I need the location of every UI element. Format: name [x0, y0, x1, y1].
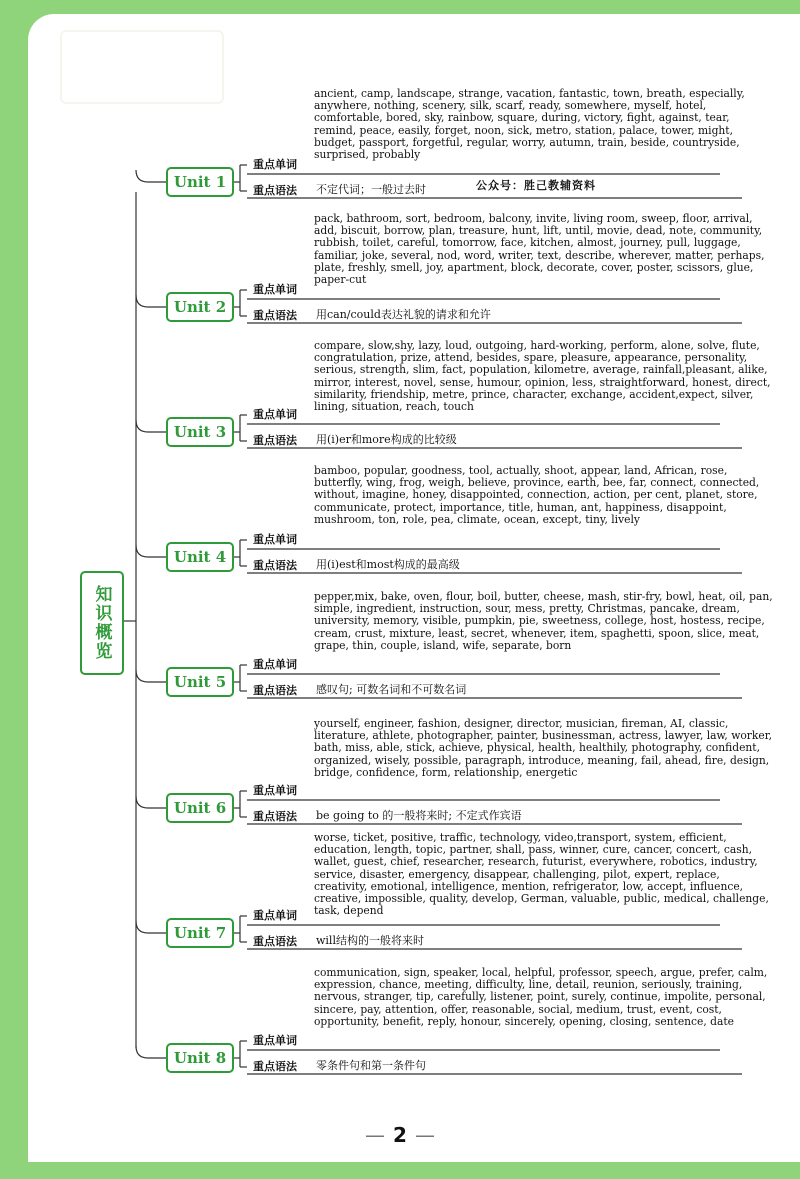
connector-curve — [136, 295, 166, 307]
watermark-text: 公众号：胜己教辅资料 — [476, 179, 596, 192]
vocab-label: 重点单词 — [253, 158, 297, 171]
unit-7-word-list: worse, ticket, positive, traffic, technology, video,transport, system, efficient, education, length, topic, partner, shall, pass, winner, cure, cancer, concert, cash, wallet, guest, chief, researcher, research, futurist, everywhere, robotics, industry, service, disaster, emergency, disappear, challenging, pilot, expert, replace, creativity, emotional, intelligence, mention, refrigerator, low, accept, influence, creative, impossible, quality, develop, German, valuable, public, medical, challenge, task, depend — [314, 831, 769, 918]
grammar-label: 重点语法 — [253, 434, 297, 447]
overview-title: 知识概览 — [91, 585, 112, 661]
connector-curve — [136, 170, 166, 182]
vocab-label: 重点单词 — [253, 533, 297, 546]
vocab-label: 重点单词 — [253, 909, 297, 922]
unit-2-box: Unit 2 — [166, 292, 234, 322]
unit-2-grammar: 用can/could表达礼貌的请求和允许 — [316, 308, 491, 321]
overview-title-box — [80, 571, 124, 675]
vocab-label: 重点单词 — [253, 408, 297, 421]
connector-curve — [136, 921, 166, 933]
unit-7-grammar: will结构的一般将来时 — [316, 934, 424, 947]
unit-8-grammar: 零条件句和第一条件句 — [316, 1059, 426, 1072]
unit-5-word-list: pepper,mix, bake, oven, flour, boil, butter, cheese, mash, stir-fry, bowl, heat, oil, pan, simple, ingredient, instruction, sour, mess, pretty, Christmas, pancake, dream, university, memory, visible, pumpkin, pie, sweetness, college, host, hostess, recipe, cream, crust, mixture, least, secret, whenever, item, spaghetti, spoon, slice, meat, grape, thin, couple, island, wife, separate, born — [314, 590, 773, 652]
unit-8-word-list: communication, sign, speaker, local, helpful, professor, speech, argue, prefer, calm, expression, chance, meeting, difficulty, line, detail, reunion, seriously, training, nervous, stranger, tip, carefully, listener, point, surely, continue, impolite, personal, sincere, pay, attention, offer, reasonable, social, medium, trust, event, cost, opportunity, benefit, reply, honour, sincerely, opening, closing, sentence, date — [314, 966, 768, 1028]
grammar-label: 重点语法 — [253, 684, 297, 697]
grammar-label: 重点语法 — [253, 810, 297, 823]
unit-4-word-list: bamboo, popular, goodness, tool, actually, shoot, appear, land, African, rose, butterfly, wing, frog, weigh, believe, province, earth, bee, far, connect, connected, without, imagine, honey, disappointed, connection, action, per cent, planet, store, communicate, protect, importance, title, human, ant, happiness, disappoint, mushroom, ton, role, pea, climate, ocean, except, tiny, lively — [314, 464, 760, 526]
vocab-label: 重点单词 — [253, 283, 297, 296]
unit-6-word-list: yourself, engineer, fashion, designer, director, musician, fireman, AI, classic, literature, athlete, photographer, painter, businessman, actress, lawyer, law, worker, bath, miss, able, stick, achieve, physical, health, healthily, photography, confident, organized, wisely, possible, paragraph, introduce, meaning, fail, ahead, fire, design, bridge, confidence, form, relationship, energetic — [314, 717, 773, 779]
grammar-label: 重点语法 — [253, 559, 297, 572]
unit-2-word-list: pack, bathroom, sort, bedroom, balcony, invite, living room, sweep, floor, arrival, add, biscuit, borrow, plan, treasure, hunt, lift, until, movie, dead, note, community, rubbish, toilet, careful, tomorrow, face, kitchen, almost, journey, pull, luggage, familiar, joke, several, nod, word, writer, text, describe, wherever, matter, perhaps, plate, freshly, smell, joy, apartment, block, decorate, cover, poster, scissors, glue, paper-cut — [314, 212, 765, 287]
page-number-value: 2 — [393, 1123, 407, 1147]
vocab-label: 重点单词 — [253, 658, 297, 671]
unit-3-word-list: compare, slow,shy, lazy, loud, outgoing, hard-working, perform, alone, solve, flute, congratulation, prize, attend, besides, spare, pleasure, appearance, personality, serious, strength, slim, fact, population, kilometre, average, rainfall,pleasant, alike, mirror, interest, novel, sense, humour, opinion, less, straightforward, honest, direct, similarity, friendship, metre, prince, character, exchange, accident,expect, silver, lining, situation, reach, touch — [314, 339, 771, 414]
grammar-label: 重点语法 — [253, 184, 297, 197]
page-number: — 2 — — [365, 1123, 435, 1147]
grammar-label: 重点语法 — [253, 935, 297, 948]
unit-6-grammar: be going to 的一般将来时; 不定式作宾语 — [316, 809, 522, 822]
grammar-label: 重点语法 — [253, 309, 297, 322]
unit-7-box: Unit 7 — [166, 918, 234, 948]
unit-4-box: Unit 4 — [166, 542, 234, 572]
unit-1-word-list: ancient, camp, landscape, strange, vacation, fantastic, town, breath, especially, anywhere, nothing, scenery, silk, scarf, ready, somewhere, myself, hotel, comfortable, bored, sky, rainbow, square, during, victory, fight, against, tear, remind, peace, easily, forget, noon, sick, metro, station, palace, tower, might, budget, passport, forgetful, regular, worry, autumn, train, beside, countryside, surprised, probably — [314, 87, 745, 162]
unit-5-grammar: 感叹句; 可数名词和不可数名词 — [316, 683, 467, 696]
connector-curve — [136, 796, 166, 808]
connector-curve — [136, 670, 166, 682]
unit-1-grammar: 不定代词；一般过去时 — [316, 183, 426, 196]
unit-5-box: Unit 5 — [166, 667, 234, 697]
connector-curve — [136, 545, 166, 557]
unit-3-box: Unit 3 — [166, 417, 234, 447]
unit-1-box: Unit 1 — [166, 167, 234, 197]
unit-3-grammar: 用(i)er和more构成的比较级 — [316, 433, 457, 446]
unit-4-grammar: 用(i)est和most构成的最高级 — [316, 558, 460, 571]
connector-curve — [136, 1046, 166, 1058]
vocab-label: 重点单词 — [253, 784, 297, 797]
grammar-label: 重点语法 — [253, 1060, 297, 1073]
vocab-label: 重点单词 — [253, 1034, 297, 1047]
connector-curve — [136, 420, 166, 432]
unit-6-box: Unit 6 — [166, 793, 234, 823]
unit-8-box: Unit 8 — [166, 1043, 234, 1073]
